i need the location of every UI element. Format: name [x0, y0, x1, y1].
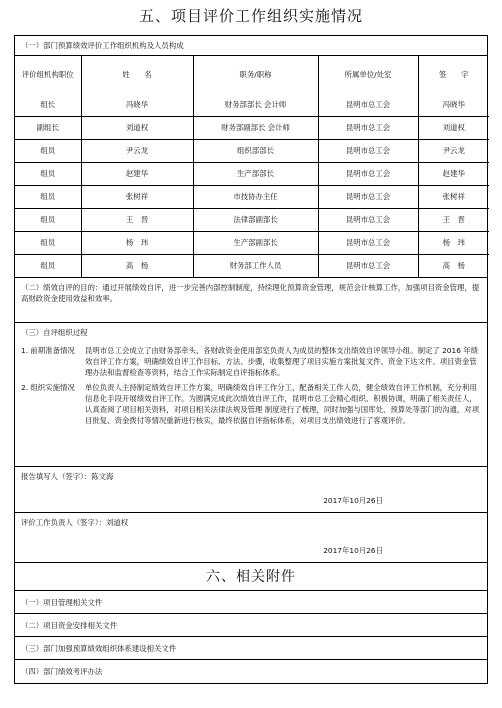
cell-name: 赵建华 — [81, 162, 193, 185]
table-row — [15, 254, 489, 277]
cell-title: 组织部部长 — [193, 139, 318, 162]
process-step — [21, 382, 481, 426]
cell-unit: 昆明市总工会 — [318, 116, 418, 139]
cell-position: 组员 — [15, 139, 81, 162]
process-section — [15, 323, 487, 467]
table-row — [15, 231, 489, 254]
cell-position: 组员 — [15, 254, 81, 277]
cell-name: 杨 玮 — [81, 231, 193, 254]
process-step — [21, 345, 481, 378]
cell-title: 法律部副部长 — [193, 208, 318, 231]
table-row — [15, 208, 489, 231]
col-header-title: 职务/职称 — [193, 56, 318, 93]
purpose-paragraph: （二）绩效自评的目的：通过开展绩效自评，进一步完善内部控制制度，持续理化预算资金管理，规范会计核算工作，加强项目资金管理，提高财政资金使用效益和效率。 — [15, 278, 487, 323]
cell-signature: 赵建华 — [418, 162, 489, 185]
cell-position: 组员 — [15, 231, 81, 254]
cell-unit: 昆明市总工会 — [318, 231, 418, 254]
cell-title: 生产部部长 — [193, 162, 318, 185]
eval-date: 2017年10月26日 — [323, 546, 383, 555]
attachments-section-title: 六、相关附件 — [15, 563, 487, 591]
cell-name: 冯晓华 — [81, 93, 193, 116]
table-row — [15, 139, 489, 162]
step-label: 2. 组织实施情况 — [21, 383, 75, 392]
table-header-row — [15, 56, 489, 93]
cell-title: 财务部工作人员 — [193, 254, 318, 277]
cell-signature: 杨 玮 — [418, 231, 489, 254]
attachment-item: （三）部门加强预算绩效组织体系建设相关文件 — [15, 637, 487, 660]
col-header-signature: 签 字 — [438, 70, 469, 79]
cell-name: 刘道权 — [81, 116, 193, 139]
cell-signature: 刘道权 — [418, 116, 489, 139]
attachment-item: （四）部门绩效考评办法 — [21, 667, 103, 676]
attachment-item: （一）项目管理相关文件 — [15, 591, 487, 614]
cell-position: 组员 — [15, 208, 81, 231]
process-title: （三）自评组织过程 — [21, 328, 88, 337]
cell-signature: 冯晓华 — [418, 93, 489, 116]
eval-leader: 评价工作负责人（签字）：刘道权 — [21, 518, 129, 527]
cell-unit: 昆明市总工会 — [318, 93, 418, 116]
cell-title: 生产部副部长 — [193, 231, 318, 254]
cell-signature: 尹云龙 — [418, 139, 489, 162]
page-title: 五、项目评价工作组织实施情况 — [138, 7, 363, 25]
cell-unit: 昆明市总工会 — [318, 139, 418, 162]
cell-name: 尹云龙 — [81, 139, 193, 162]
table-row — [15, 185, 489, 208]
cell-position: 组长 — [15, 93, 81, 116]
cell-title: 市技协办主任 — [193, 185, 318, 208]
cell-title: 财务部副部长 会计师 — [193, 116, 318, 139]
cell-signature: 张树祥 — [418, 185, 489, 208]
cell-name: 张树祥 — [81, 185, 193, 208]
step-label: 1. 前期准备情况 — [21, 346, 75, 355]
cell-signature: 王 晋 — [418, 208, 489, 231]
report-filler: 报告填写人（签字）：陈文海 — [21, 472, 114, 481]
table-row — [15, 116, 489, 139]
step-text: 单位负责人主持制定绩效自评工作方案，明确绩效自评工作分工，配备相关工作人员，健全绩效自评工作机制，充分利用信息化手段开展绩效自评工作。为圆满完成此次绩效自评工作，昆明市总工会精心组织、积极协调，明确了相关责任人，认真查阅了项目相关资料，对项目相关法律法规及管理 制度进行了梳理，同时加强与国库处、预算处等部门的沟通，对项目批复、资金拨付等情况重新进行核实，最终依据自评指标体系，对项目支出绩效进行了客观评价。 — [85, 383, 480, 425]
table-row — [15, 162, 489, 185]
cell-signature: 高 杨 — [442, 261, 465, 271]
cell-unit: 昆明市总工会 — [318, 185, 418, 208]
cell-position: 组员 — [15, 162, 81, 185]
cell-unit: 昆明市总工会 — [318, 162, 418, 185]
cell-name: 高 杨 — [81, 254, 193, 277]
col-header-name: 姓 名 — [81, 56, 193, 93]
org-table-wrapper — [15, 56, 487, 278]
col-header-unit: 所属单位/处室 — [318, 56, 418, 93]
report-filler-section — [15, 467, 487, 513]
cell-title: 财务部部长 会计师 — [193, 93, 318, 116]
cell-position: 副组长 — [15, 116, 81, 139]
cell-name: 王 晋 — [81, 208, 193, 231]
evaluation-form — [14, 35, 488, 684]
eval-leader-section — [15, 513, 487, 563]
org-table — [15, 56, 489, 277]
cell-position: 组员 — [15, 185, 81, 208]
cell-unit: 昆明市总工会 — [318, 208, 418, 231]
step-text: 昆明市总工会成立了由财务部牵头、各财政资金使用部室负责人为成员的整体支出绩效自评领导小组。制定了 2016 年绩效自评工作方案，明确绩效自评工作目标、方法、步骤，收集整理了项目实施方案批复文件、资金下达文件、项目资金管理办法和监督检查等资料，结合工作实际制定自评指标体系。 — [85, 346, 479, 377]
cell-unit: 昆明市总工会 — [318, 254, 418, 277]
org-section-header: （一）部门预算绩效评价工作组织机构及人员构成 — [15, 36, 487, 56]
table-row — [15, 93, 489, 116]
col-header-position: 评价组机构职位 — [15, 56, 81, 93]
attachment-item: （二）项目资金安排相关文件 — [15, 614, 487, 637]
report-date: 2017年10月26日 — [323, 496, 383, 505]
